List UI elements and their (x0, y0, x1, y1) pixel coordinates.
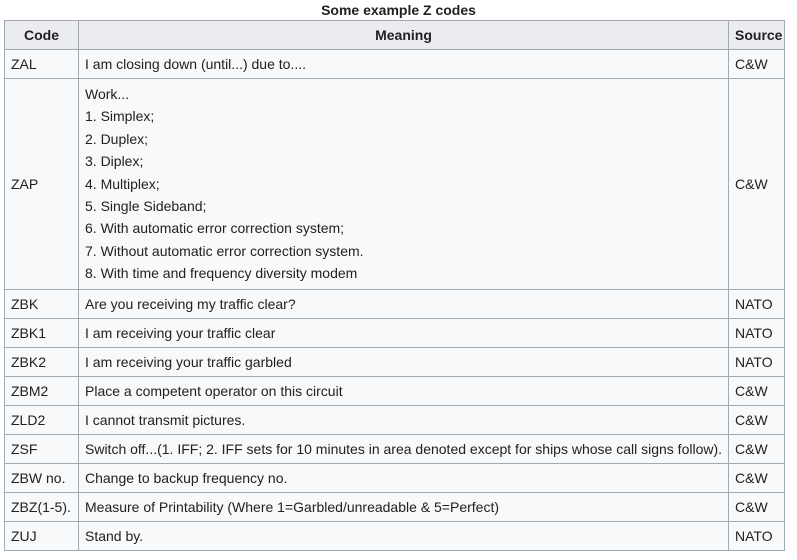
header-source[interactable]: Source (729, 21, 785, 50)
header-meaning[interactable]: Meaning (79, 21, 729, 50)
cell-meaning: Place a competent operator on this circuit (79, 376, 729, 405)
cell-meaning: Stand by. (79, 521, 729, 550)
cell-code: ZBK1 (5, 318, 79, 347)
cell-meaning: I am receiving your traffic garbled (79, 347, 729, 376)
list-item: 7. Without automatic error correction system. (85, 242, 364, 259)
table-row (5, 492, 785, 521)
cell-code: ZBK (5, 289, 79, 318)
list-item: Work... (85, 86, 130, 102)
cell-meaning-list (79, 79, 729, 290)
cell-code: ZLD2 (5, 405, 79, 434)
cell-code: ZUJ (5, 521, 79, 550)
list-item: 1. Simplex; (85, 108, 155, 125)
cell-source: NATO (729, 347, 785, 376)
cell-meaning: I am closing down (until...) due to.... (79, 50, 729, 79)
cell-source: C&W (729, 405, 785, 434)
table-row (5, 347, 785, 376)
cell-code: ZBM2 (5, 376, 79, 405)
table-row (5, 521, 785, 550)
cell-code: ZBZ(1-5). (5, 492, 79, 521)
cell-code: ZBK2 (5, 347, 79, 376)
z-codes-table (4, 20, 785, 551)
list-item: 6. With automatic error correction system; (85, 220, 345, 237)
table-row (5, 434, 785, 463)
cell-source: C&W (729, 463, 785, 492)
table-row (5, 289, 785, 318)
list-item: 4. Multiplex; (85, 175, 160, 192)
table-row (5, 376, 785, 405)
table-row (5, 318, 785, 347)
cell-code: ZAP (5, 79, 79, 290)
cell-meaning: I cannot transmit pictures. (79, 405, 729, 434)
cell-source: C&W (729, 376, 785, 405)
table-row (5, 405, 785, 434)
cell-code: ZSF (5, 434, 79, 463)
cell-source: C&W (729, 50, 785, 79)
cell-source: C&W (729, 79, 785, 290)
cell-source: C&W (729, 434, 785, 463)
list-item: 5. Single Sideband; (85, 198, 207, 215)
cell-meaning: Measure of Printability (Where 1=Garbled/unreadable & 5=Perfect) (79, 492, 729, 521)
header-row (5, 21, 785, 50)
list-item: 2. Duplex; (85, 130, 149, 147)
cell-source: C&W (729, 492, 785, 521)
cell-source: NATO (729, 289, 785, 318)
cell-code: ZBW no. (5, 463, 79, 492)
cell-meaning: Change to backup frequency no. (79, 463, 729, 492)
list-item: 3. Diplex; (85, 153, 144, 170)
table-row (5, 79, 785, 290)
cell-code: ZAL (5, 50, 79, 79)
cell-source: NATO (729, 521, 785, 550)
list-item: 8. With time and frequency diversity modem (85, 265, 358, 282)
cell-meaning: Are you receiving my traffic clear? (79, 289, 729, 318)
table-row (5, 463, 785, 492)
cell-meaning: I am receiving your traffic clear (79, 318, 729, 347)
cell-meaning: Switch off...(1. IFF; 2. IFF sets for 10 minutes in area denoted except for ships whose call signs follow). (79, 434, 729, 463)
header-code[interactable]: Code (5, 21, 79, 50)
cell-source: NATO (729, 318, 785, 347)
table-row (5, 50, 785, 79)
table-caption: Some example Z codes (321, 2, 476, 18)
